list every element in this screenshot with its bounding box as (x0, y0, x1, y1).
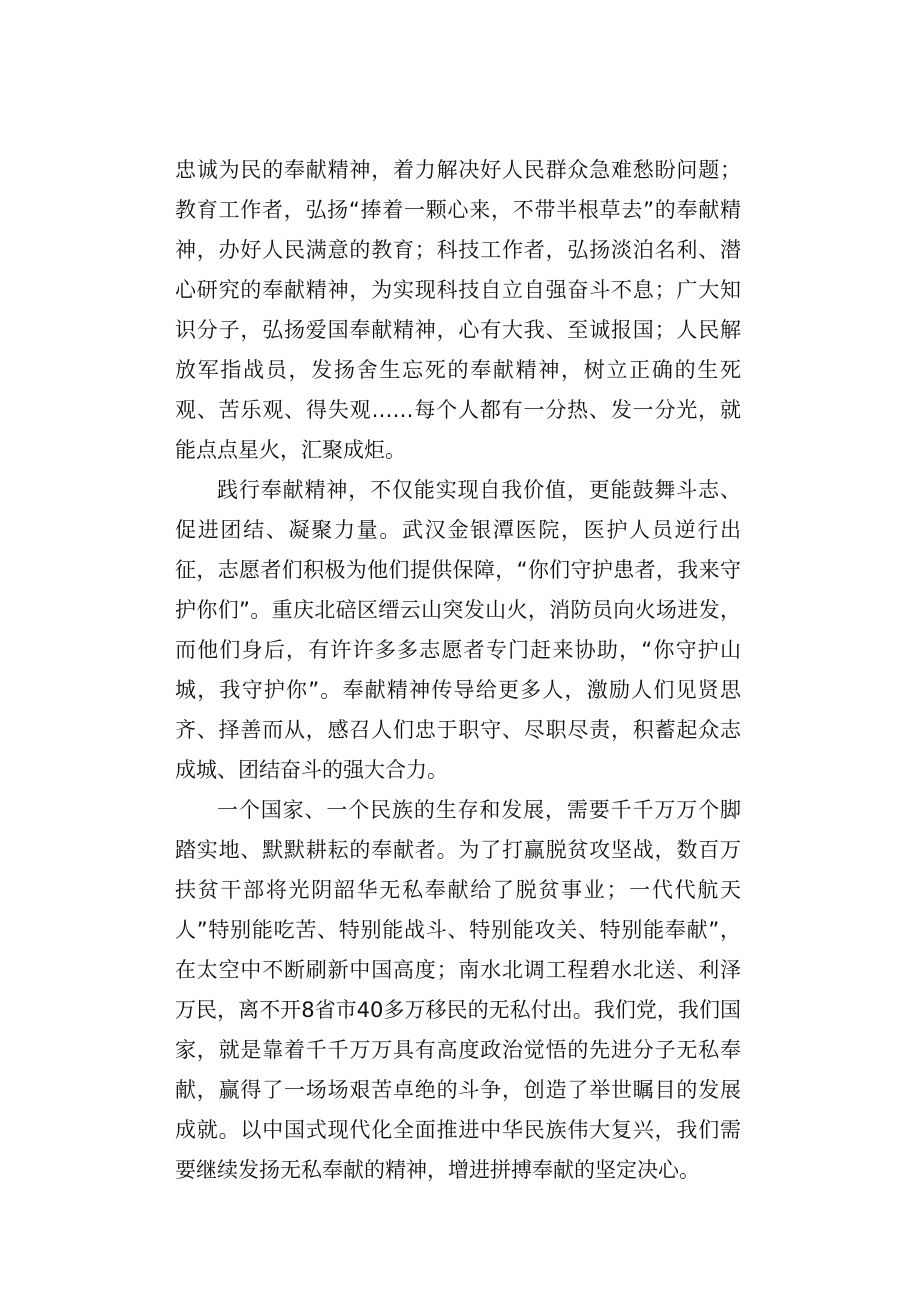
paragraph-1: 忠诚为民的奉献精神，着力解决好人民群众急难愁盼问题；教育工作者，弘扬“捧着一颗心来，不带半根草去”的奉献精神，办好人民满意的教育；科技工作者，弘扬淡泊名利、潜心研究的奉献精神，为实现科技自立自强奋斗不息；广大知识分子，弘扬爱国奉献精神，心有大我、至诚报国；人民解放军指战员，发扬舍生忘死的奉献精神，树立正确的生死观、苦乐观、得失观……每个人都有一分热、发一分光，就能点点星火，汇聚成炬。 (175, 158, 741, 462)
document-body (175, 150, 741, 1190)
paragraph-2: 践行奉献精神，不仅能实现自我价值，更能鼓舞斗志、促进团结、凝聚力量。武汉金银潭医院，医护人员逆行出征，志愿者们积极为他们提供保障，“你们守护患者，我来守护你们”。重庆北碚区缙云山突发山火，消防员向火场进发，而他们身后，有许许多多志愿者专门赶来协助，“你守护山城，我守护你”。奉献精神传导给更多人，激励人们见贤思齐、择善而从，感召人们忠于职守、尽职尽责，积蓄起众志成城、团结奋斗的强大合力。 (175, 478, 741, 782)
paragraph-3: 一个国家、一个民族的生存和发展，需要千千万万个脚踏实地、默默耕耘的奉献者。为了打赢脱贫攻坚战，数百万扶贫干部将光阴韶华无私奉献给了脱贫事业；一代代航天人”特别能吃苦、特别能战斗、特别能攻关、特别能奉献”，在太空中不断刷新中国高度；南水北调工程碧水北送、利泽万民，离不开8省市40多万移民的无私付出。我们党，我们国家，就是靠着千千万万具有高度政治觉悟的先进分子无私奉献，赢得了一场场艰苦卓绝的斗争，创造了举世瞩目的发展成就。以中国式现代化全面推进中华民族伟大复兴，我们需要继续发扬无私奉献的精神，增进拼搏奉献的坚定决心。 (175, 798, 741, 1182)
